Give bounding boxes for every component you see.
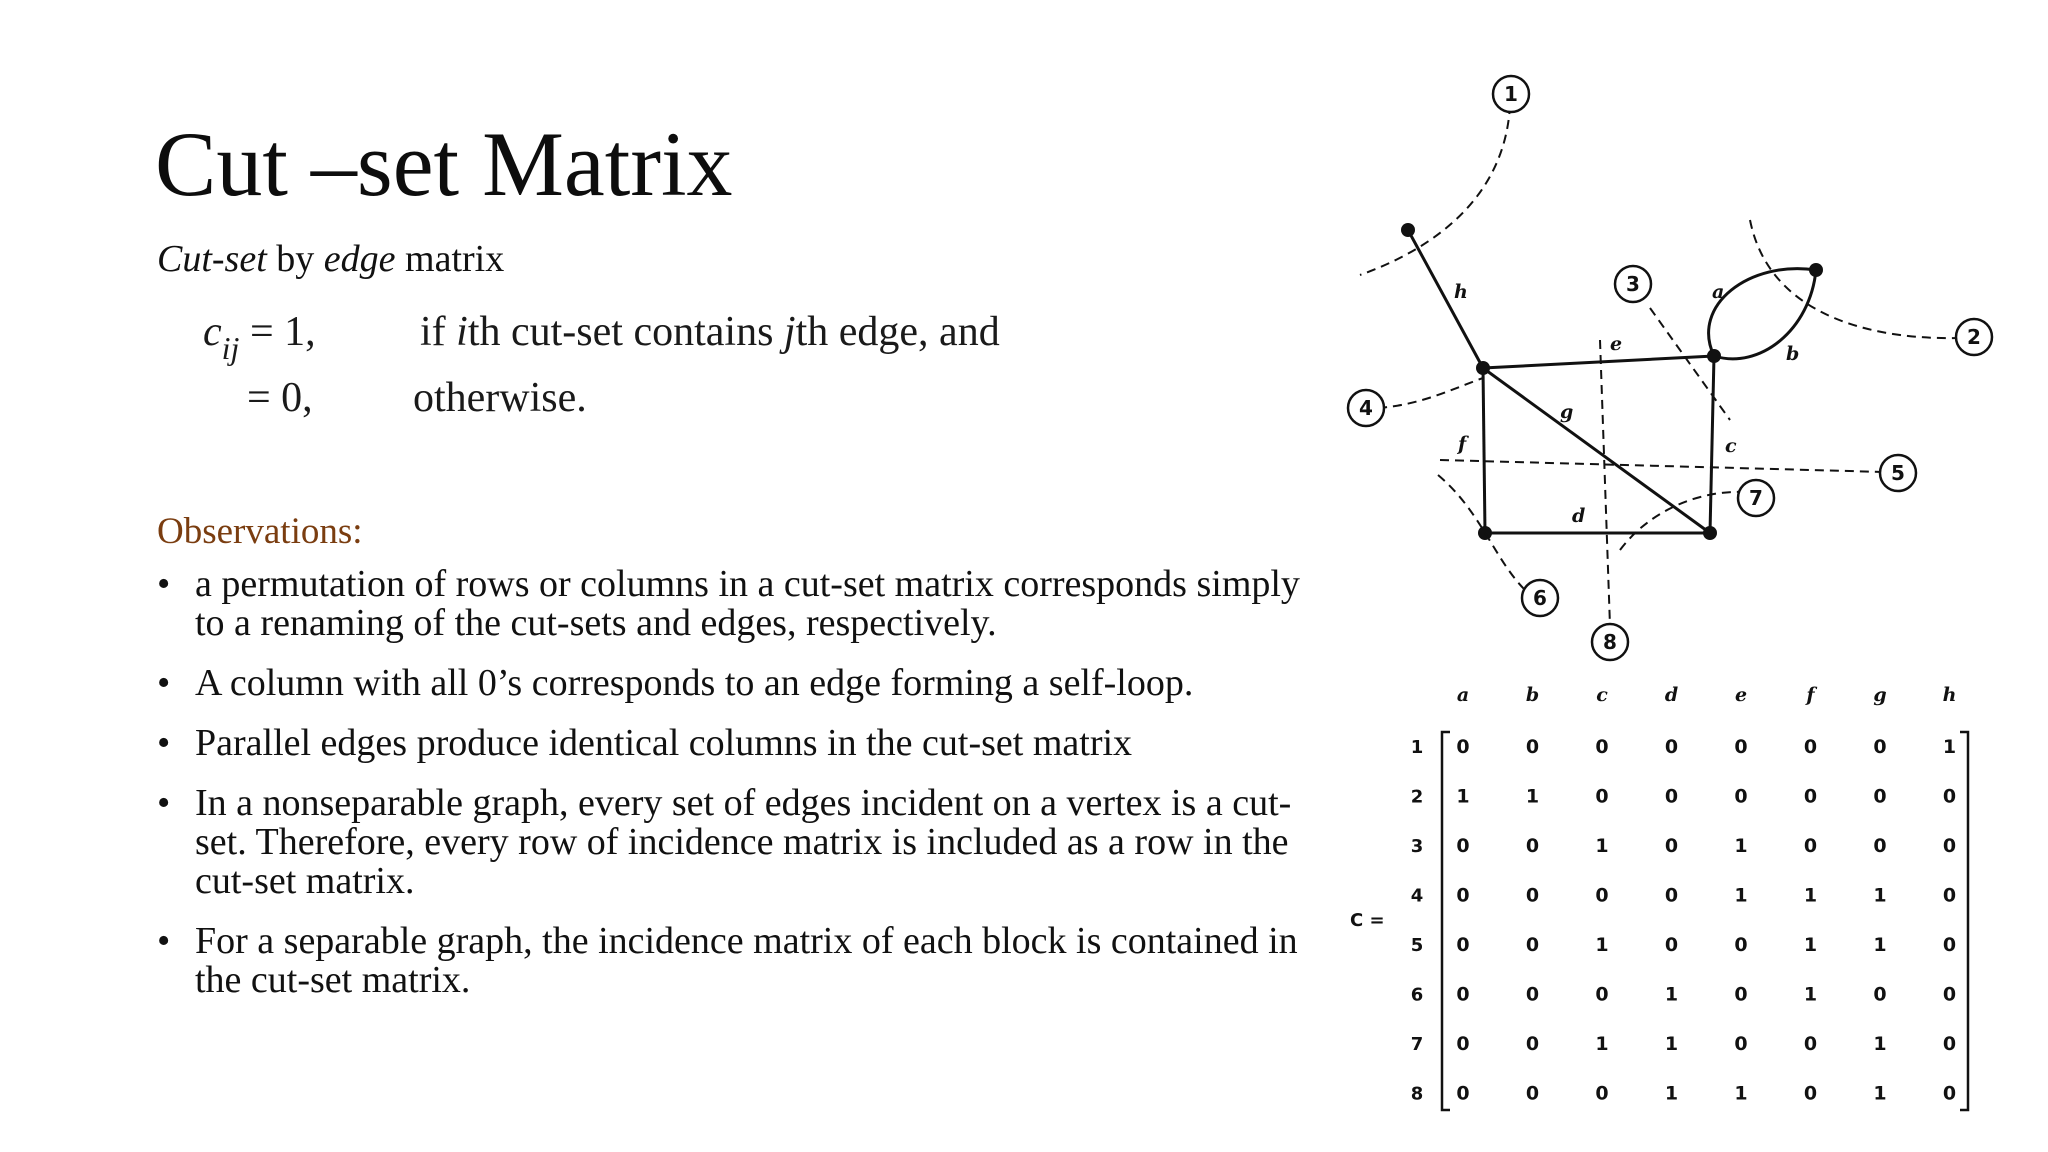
definition-line2-lhs: = 0,: [247, 375, 313, 421]
cutset-matrix: [1320, 60, 2020, 1120]
matrix-cell: 0: [1942, 884, 1957, 907]
matrix-cell: 0: [1734, 934, 1748, 956]
matrix-cell: 0: [1942, 1033, 1957, 1055]
matrix-cell: 0: [1525, 736, 1540, 758]
bullet-dot: •: [157, 722, 171, 764]
matrix-column-header: d: [1664, 684, 1679, 706]
observation-text: A column with all 0’s corresponds to an edge forming a self-loop.: [195, 662, 1194, 704]
definition-line1-rhs: [420, 308, 1000, 356]
matrix-cell: 0: [1456, 983, 1470, 1006]
matrix-cell: 0: [1942, 934, 1957, 956]
matrix-cell: 0: [1734, 1033, 1748, 1055]
matrix-cell: 0: [1525, 884, 1540, 907]
matrix-cell: 0: [1664, 835, 1679, 857]
bullet-dot: •: [157, 563, 171, 605]
matrix-cell: 1: [1803, 934, 1818, 956]
cutset-label: 8: [1603, 630, 1617, 654]
def-post: th edge, and: [795, 309, 1000, 355]
subtitle-edge: edge: [323, 238, 396, 280]
matrix-cell: 1: [1664, 1082, 1679, 1105]
subtitle-by: by: [266, 238, 324, 280]
matrix-cell: 1: [1942, 736, 1957, 758]
matrix-row-label: 2: [1410, 786, 1424, 808]
matrix-name: C =: [1350, 910, 1385, 931]
slide-title: Cut –set Matrix: [155, 113, 733, 215]
matrix-cell: 0: [1734, 983, 1748, 1006]
definition-line1-lhs: [203, 308, 316, 367]
matrix-cell: 0: [1595, 1082, 1609, 1105]
matrix-row-label: 4: [1410, 885, 1424, 907]
matrix-cell: 0: [1595, 785, 1609, 808]
observation-item: [157, 565, 1307, 643]
edge-label-a: a: [1712, 281, 1725, 303]
matrix-cell: 0: [1942, 983, 1957, 1006]
subtitle-cutset: Cut-set: [157, 238, 267, 280]
observations-heading: Observations:: [157, 511, 363, 552]
edge-label-f: f: [1458, 433, 1467, 455]
matrix-cell: 1: [1595, 835, 1609, 857]
matrix-cell: 0: [1734, 736, 1748, 758]
def-eq1: = 1,: [239, 309, 316, 355]
edge-label-b: b: [1786, 343, 1800, 365]
matrix-cell: 1: [1734, 1082, 1748, 1105]
bullet-dot: •: [157, 920, 171, 962]
matrix-cell: 0: [1456, 1033, 1470, 1055]
def-if: if: [420, 309, 457, 355]
cutset-label: 6: [1533, 586, 1547, 610]
edge-label-h: h: [1454, 281, 1468, 303]
matrix-cell: 1: [1664, 983, 1679, 1006]
observations-list: [157, 565, 1307, 1021]
matrix-cell: 0: [1942, 835, 1957, 857]
matrix-cell: 1: [1873, 1033, 1887, 1055]
matrix-row-label: 7: [1410, 1034, 1424, 1055]
matrix-cell: 1: [1595, 934, 1609, 956]
matrix-cell: 0: [1456, 934, 1470, 956]
matrix-row-label: 5: [1410, 935, 1424, 956]
matrix-cell: 0: [1803, 736, 1818, 758]
observation-item: [157, 664, 1307, 703]
matrix-row-label: 6: [1410, 984, 1424, 1006]
matrix-cell: 0: [1456, 736, 1470, 758]
matrix-cell: 1: [1595, 1033, 1609, 1055]
observation-item: [157, 922, 1307, 1000]
matrix-cell: 0: [1942, 1082, 1957, 1105]
definition-line2-rhs: otherwise.: [413, 375, 587, 421]
edge-label-e: e: [1610, 333, 1623, 355]
matrix-cell: 0: [1595, 736, 1609, 758]
matrix-right-bracket: [1960, 732, 1968, 1110]
matrix-column-header: g: [1873, 684, 1887, 706]
matrix-cell: 1: [1734, 884, 1748, 907]
matrix-cell: 1: [1803, 884, 1818, 907]
matrix-cell: 1: [1873, 884, 1887, 907]
matrix-cell: 0: [1942, 785, 1957, 808]
observation-text: In a nonseparable graph, every set of edges incident on a vertex is a cut-set. Therefore, every row of incidence matrix is included as a row in the cut-set matrix.: [195, 782, 1292, 902]
matrix-column-header: f: [1806, 684, 1815, 706]
matrix-left-bracket: [1442, 732, 1450, 1110]
edge-label-c: c: [1725, 435, 1737, 457]
matrix-cell: 0: [1873, 983, 1887, 1006]
matrix-cell: 0: [1525, 835, 1540, 857]
matrix-cell: 0: [1664, 884, 1679, 907]
cutset-label: 5: [1891, 461, 1905, 485]
matrix-column-header: e: [1734, 684, 1748, 706]
matrix-cell: 0: [1456, 884, 1470, 907]
matrix-cell: 0: [1803, 1082, 1818, 1105]
matrix-cell: 0: [1803, 785, 1818, 808]
matrix-column-header: a: [1456, 684, 1470, 706]
matrix-cell: 1: [1873, 1082, 1887, 1105]
matrix-column-header: h: [1942, 684, 1957, 706]
observation-text: For a separable graph, the incidence matrix of each block is contained in the cut-set matrix.: [195, 920, 1298, 1001]
matrix-cell: 0: [1525, 983, 1540, 1006]
matrix-cell: 0: [1873, 785, 1887, 808]
observation-item: [157, 784, 1307, 901]
matrix-cell: 1: [1873, 934, 1887, 956]
matrix-cell: 0: [1525, 1033, 1540, 1055]
def-i: i: [456, 309, 468, 355]
matrix-cell: 0: [1525, 1082, 1540, 1105]
matrix-cell: 1: [1456, 785, 1470, 808]
def-j: j: [783, 309, 796, 355]
matrix-cell: 0: [1734, 785, 1748, 808]
matrix-row-label: 3: [1410, 836, 1424, 857]
matrix-cell: 0: [1595, 884, 1609, 907]
matrix-column-header: c: [1596, 684, 1608, 706]
edge-label-d: d: [1572, 505, 1586, 527]
matrix-cell: 0: [1803, 835, 1818, 857]
cutset-label: 4: [1359, 396, 1373, 420]
matrix-cell: 1: [1664, 1033, 1679, 1055]
cutset-figure: [1320, 60, 2020, 1120]
matrix-cell: 0: [1873, 835, 1887, 857]
observation-item: [157, 724, 1307, 763]
cutset-label: 1: [1504, 82, 1518, 106]
matrix-cell: 0: [1664, 785, 1679, 808]
edge-label-g: g: [1560, 401, 1574, 423]
cutset-label: 2: [1967, 325, 1981, 349]
def-c: c: [203, 309, 222, 355]
def-mid: th cut-set contains: [467, 309, 784, 355]
def-subscript: ij: [221, 330, 240, 366]
matrix-cell: 0: [1456, 1082, 1470, 1105]
matrix-row-label: 1: [1410, 737, 1424, 758]
matrix-cell: 0: [1456, 835, 1470, 857]
observation-text: a permutation of rows or columns in a cut-set matrix corresponds simply to a renaming of the cut-sets and edges, respectively.: [195, 563, 1300, 644]
matrix-cell: 0: [1803, 1033, 1818, 1055]
slide-subtitle: [157, 237, 504, 283]
cutset-label: 7: [1749, 486, 1763, 510]
cutset-label: 3: [1626, 272, 1640, 296]
bullet-dot: •: [157, 782, 171, 824]
matrix-cell: 0: [1595, 983, 1609, 1006]
matrix-cell: 1: [1734, 835, 1748, 857]
bullet-dot: •: [157, 662, 171, 704]
matrix-cell: 1: [1525, 785, 1540, 808]
observation-text: Parallel edges produce identical columns in the cut-set matrix: [195, 722, 1133, 764]
matrix-cell: 1: [1803, 983, 1818, 1006]
matrix-cell: 0: [1873, 736, 1887, 758]
matrix-column-header: b: [1525, 684, 1540, 706]
matrix-cell: 0: [1525, 934, 1540, 956]
definition-block: [195, 308, 1085, 438]
matrix-row-label: 8: [1410, 1083, 1424, 1105]
subtitle-matrix: matrix: [395, 238, 505, 280]
matrix-cell: 0: [1664, 736, 1679, 758]
matrix-cell: 0: [1664, 934, 1679, 956]
